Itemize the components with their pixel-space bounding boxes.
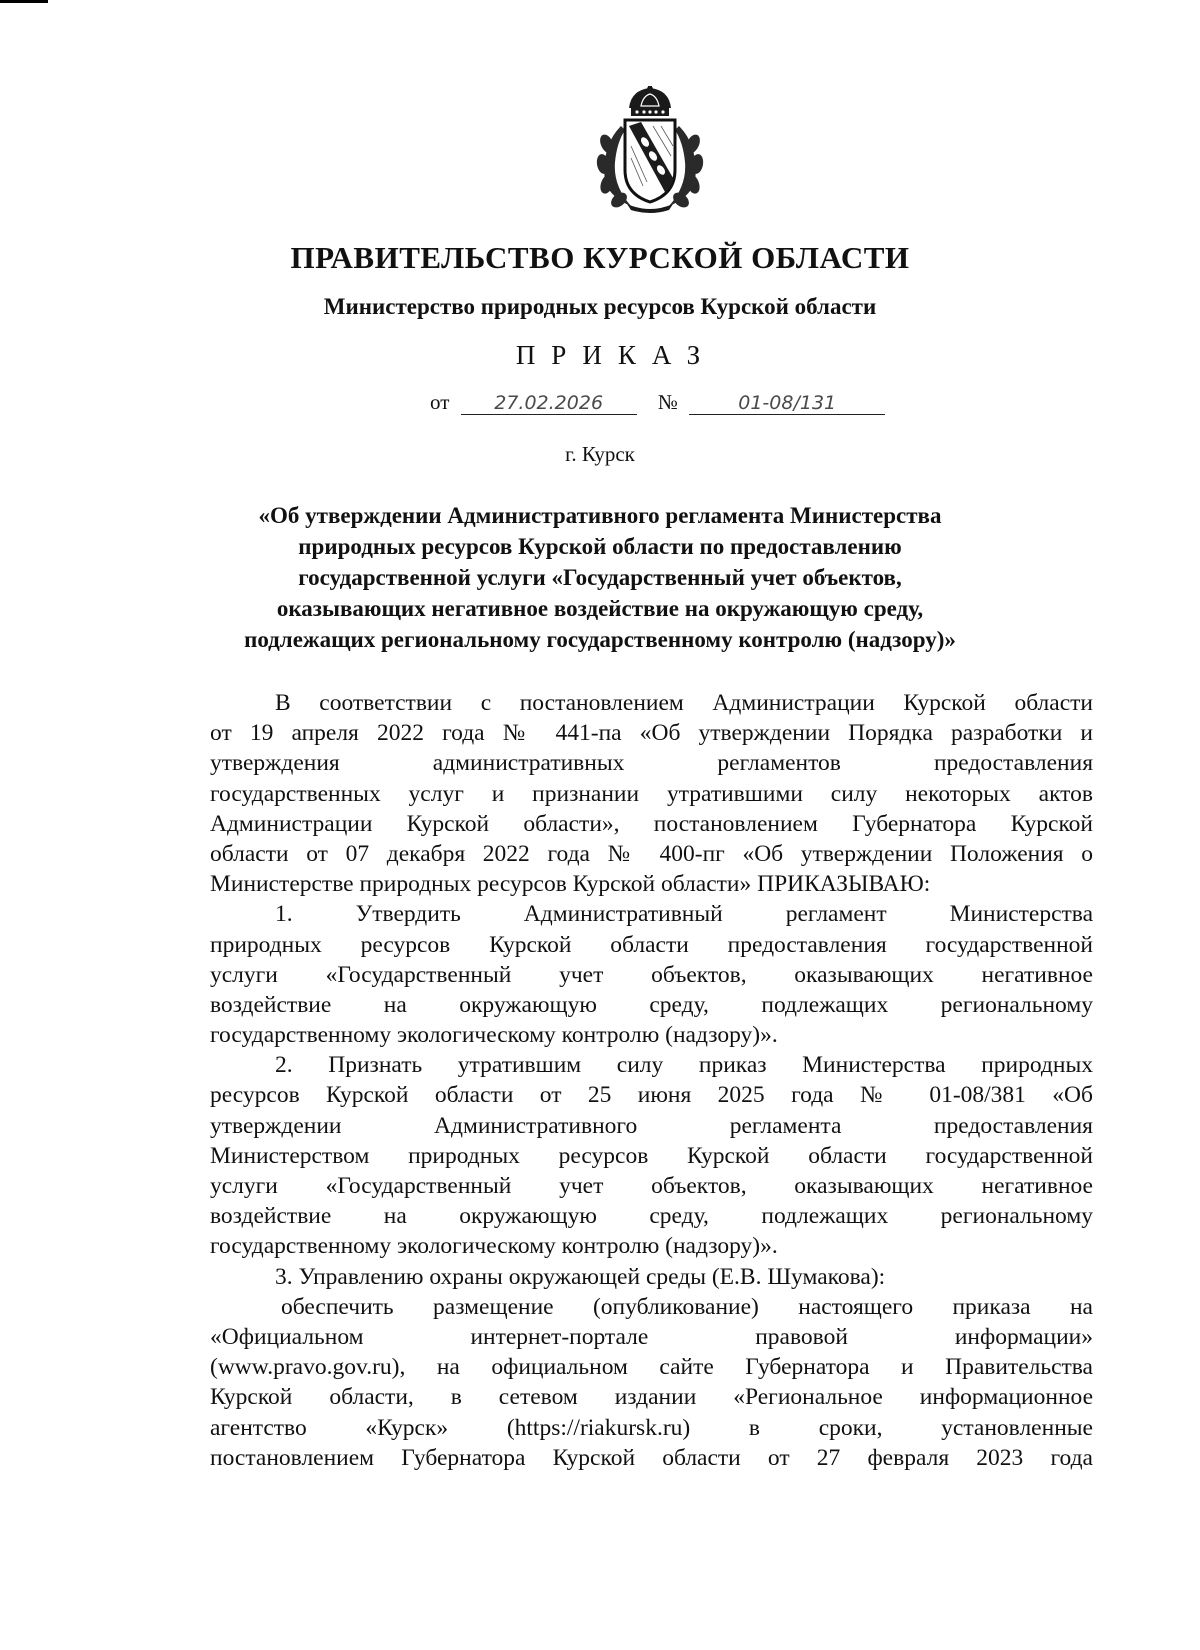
body-line: 1. Утвердить Административный регламент Министерства <box>275 901 1093 928</box>
subject-line: государственной услуги «Государственный учет объектов, <box>298 565 902 590</box>
order-number: 01-08/131 <box>689 392 885 415</box>
body-line: воздействие на окружающую среду, подлежащих региональному <box>210 1203 1093 1230</box>
body-line: ресурсов Курской области от 25 июня 2025 года № 01-08/381 «Об <box>210 1082 1093 1109</box>
subject-line: «Об утверждении Административного регламента Министерства <box>258 503 942 528</box>
body-line: Курской области, в сетевом издании «Региональное информационное <box>210 1384 1093 1411</box>
body-line: агентство «Курск» (https://riakursk.ru) в сроки, установленные <box>210 1414 1093 1441</box>
order-date: 27.02.2026 <box>461 392 637 415</box>
date-prefix: от <box>430 390 450 414</box>
body-line: 2. Признать утратившим силу приказ Министерства природных <box>275 1052 1093 1079</box>
subject-line: природных ресурсов Курской области по предоставлению <box>298 534 902 559</box>
body-line: утверждения административных регламентов предоставления <box>210 750 1093 777</box>
body-line: государственному экологическому контролю (надзору)». <box>210 1233 778 1260</box>
body-line: услуги «Государственный учет объектов, оказывающих негативное <box>210 1173 1093 1199</box>
date-number-line <box>430 390 885 415</box>
subject-line: оказывающих негативное воздействие на окружающую среду, <box>276 596 924 621</box>
government-title: ПРАВИТЕЛЬСТВО КУРСКОЙ ОБЛАСТИ <box>290 240 910 275</box>
body-line: природных ресурсов Курской области предоставления государственной <box>210 931 1093 958</box>
body-line: услуги «Государственный учет объектов, оказывающих негативное <box>210 961 1093 988</box>
coat-of-arms-icon <box>591 86 709 214</box>
body-line: постановлением Губернатора Курской области от 27 февраля 2023 года <box>210 1444 1093 1471</box>
body-line: (www.pravo.gov.ru), на официальном сайте Губернатора и Правительства <box>210 1354 1093 1381</box>
order-subject <box>0 500 1200 655</box>
city-name: г. Курск <box>565 442 635 466</box>
body-line: области от 07 декабря 2022 года № 400-пг «Об утверждении Положения о <box>210 840 1093 867</box>
body-line: утверждении Административного регламента предоставления <box>210 1112 1093 1139</box>
body-line: В соответствии с постановлением Администрации Курской области <box>275 690 1093 716</box>
ministry-name: Министерство природных ресурсов Курской области <box>323 294 877 319</box>
body-line: Администрации Курской области», постановлением Губернатора Курской <box>210 810 1093 837</box>
subject-line: подлежащих региональному государственному контролю (надзору)» <box>244 627 956 652</box>
body-line: Министерстве природных ресурсов Курской области» ПРИКАЗЫВАЮ: <box>210 871 931 898</box>
order-word: ПРИКАЗ <box>515 340 717 370</box>
number-prefix: № <box>657 390 678 414</box>
body-line: государственных услуг и признании утратившими силу некоторых актов <box>210 780 1093 807</box>
body-line: государственному экологическому контролю (надзору)». <box>210 1022 778 1049</box>
body-line: 3. Управлению охраны окружающей среды (Е.В. Шумакова): <box>275 1263 886 1290</box>
body-line: от 19 апреля 2022 года № 441-па «Об утверждении Порядка разработки и <box>210 720 1093 747</box>
body-line: «Официальном интернет-портале правовой информации» <box>210 1323 1093 1350</box>
scan-edge-mark <box>0 0 48 3</box>
body-line: обеспечить размещение (опубликование) настоящего приказа на <box>281 1293 1093 1320</box>
body-line: Министерством природных ресурсов Курской области государственной <box>210 1142 1093 1169</box>
body-line: воздействие на окружающую среду, подлежащих региональному <box>210 991 1093 1018</box>
order-body <box>210 688 1093 1473</box>
